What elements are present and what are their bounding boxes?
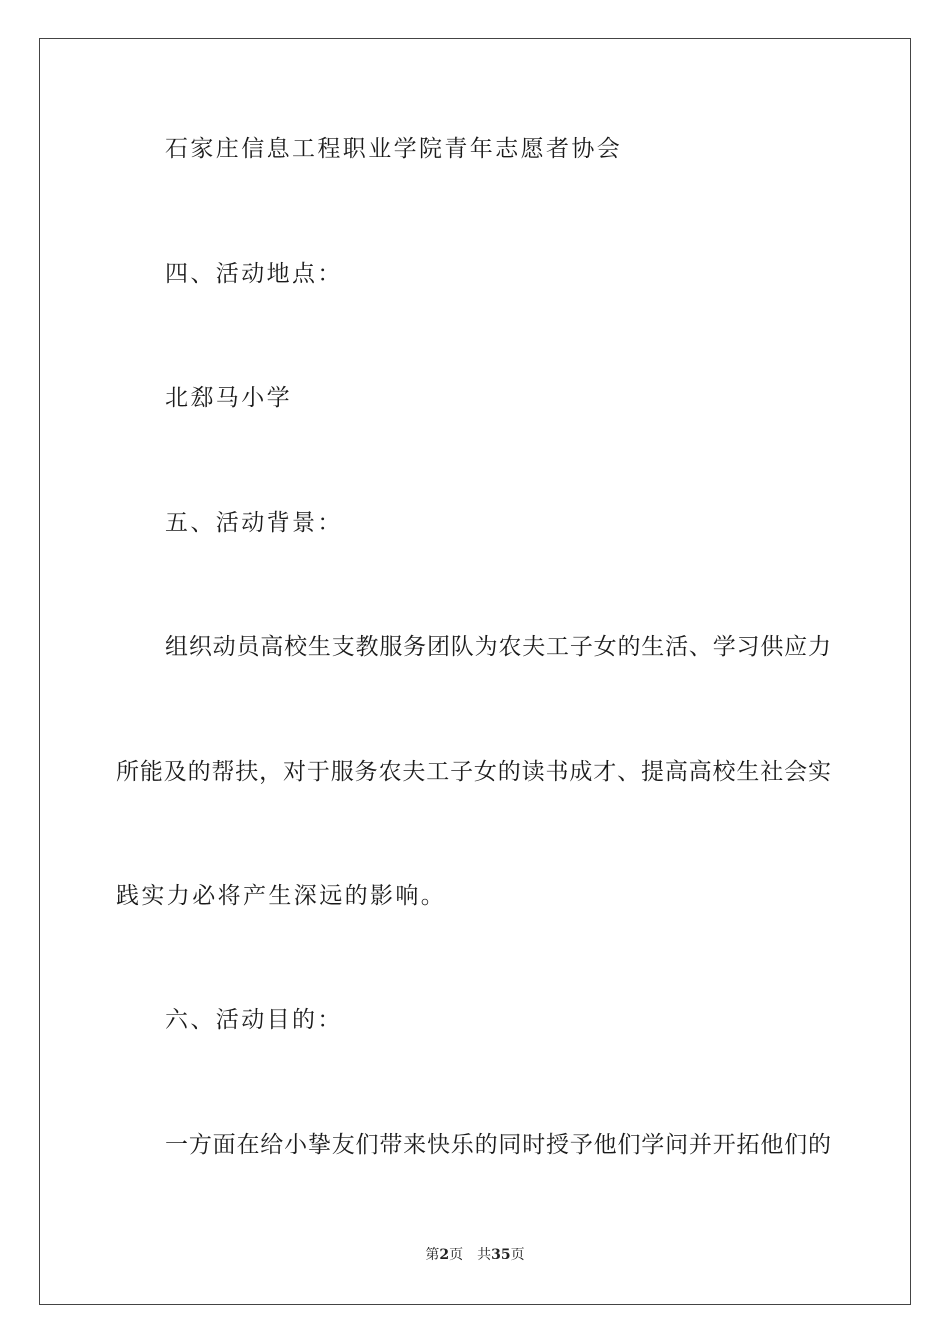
total-suffix: 页 [510,1247,525,1263]
page-footer [0,1245,950,1265]
page-frame [39,38,911,1305]
purpose-paragraph-line-1: 一方面在给小挚友们带来快乐的同时授予他们学问并开拓他们的 [165,1132,831,1158]
section-heading-background: 五、活动背景： [165,510,343,536]
total-pages: 35 [491,1247,511,1263]
organizer-line: 石家庄信息工程职业学院青年志愿者协会 [165,136,623,162]
page-suffix: 页 [449,1247,464,1263]
page-number: 2 [439,1247,450,1263]
section-heading-location: 四、活动地点： [165,261,343,287]
section-heading-purpose: 六、活动目的： [165,1007,343,1033]
location-text: 北郄马小学 [165,385,292,411]
background-paragraph-line-2: 所能及的帮扶，对于服务农夫工子女的读书成才、提高高校生社会实 [116,759,831,785]
background-paragraph-line-3: 践实力必将产生深远的影响。 [116,883,447,909]
total-prefix: 共 [477,1247,492,1263]
background-paragraph-line-1: 组织动员高校生支教服务团队为农夫工子女的生活、学习供应力 [165,634,831,660]
page-prefix: 第 [425,1247,440,1263]
